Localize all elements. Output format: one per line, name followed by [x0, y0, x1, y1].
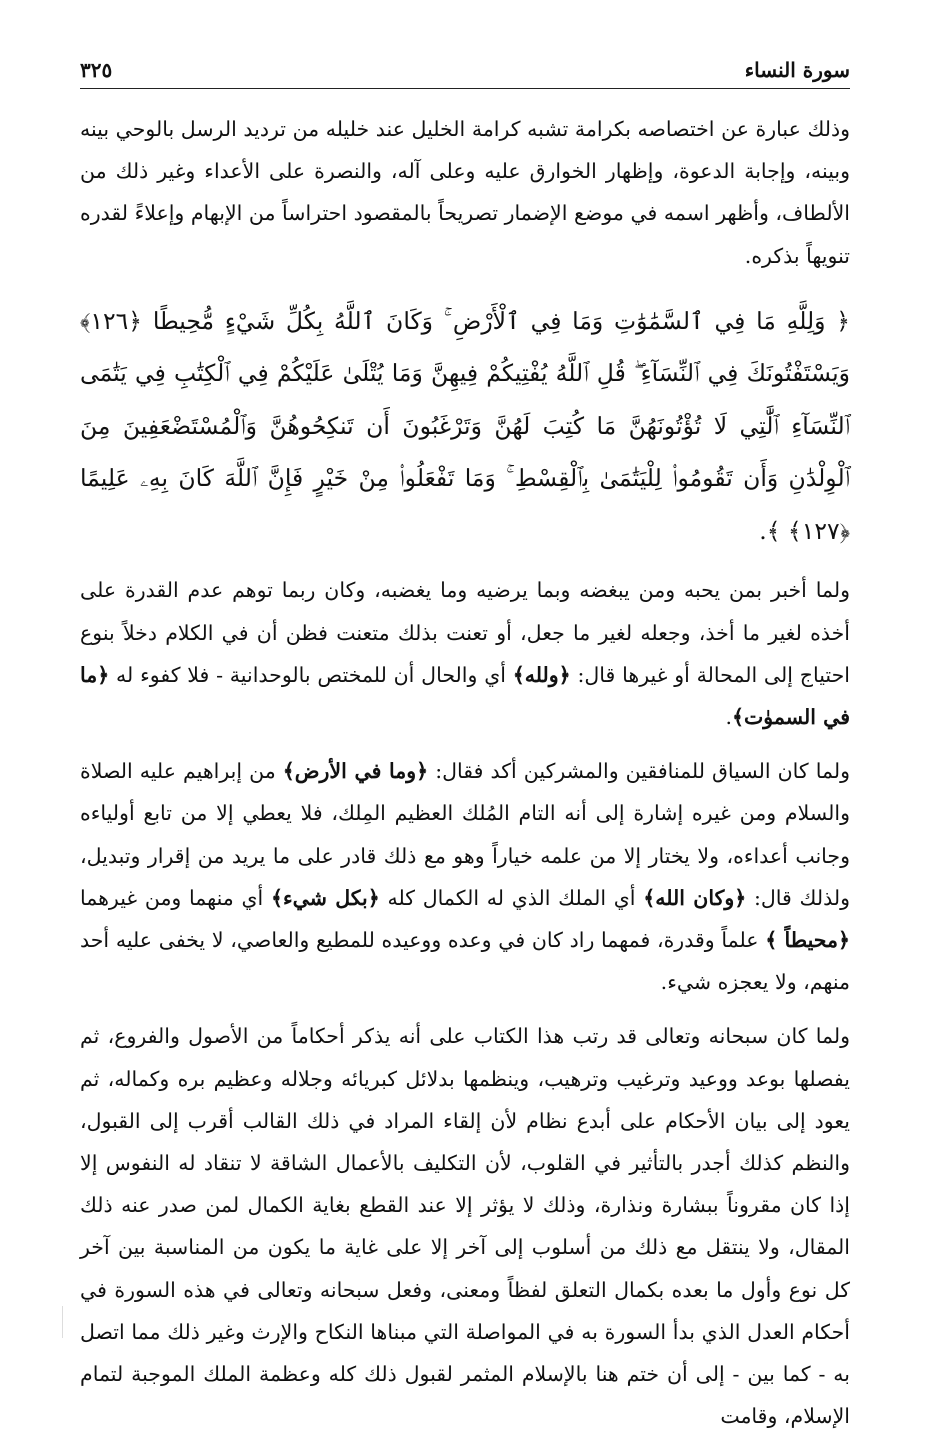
paragraph-3-text-a: ولما كان السياق للمنافقين والمشركين أكد فقال: [428, 759, 850, 784]
paragraph-2-text-a: ولما أخبر بمن يحبه ومن يبغضه وبما يرضيه وما يغضبه، وكان ربما توهم عدم القدرة على أخذه لغير ما أخذ، وجعله لغير ما جعل، أو تعنت بذلك متعنت فظن أن في الكلام دخلاً بنوع احتياج إلى المحالة أو غيرها قال: [80, 578, 850, 687]
surah-title: سورة النساء [744, 58, 850, 82]
paragraph-3-text-d: أي منهما ومن غيرهما [80, 885, 271, 910]
paragraph-2-text-b: أي والحال أن للمختص بالوحدانية - فلا كفوء له [109, 662, 513, 687]
paragraph-3-text-c: أي الملك الذي له الكمال كله [379, 885, 644, 910]
quote-ma-fi-assamawat: ﴿ما في السموٰت﴾ [80, 662, 850, 729]
quote-wa-lillah: ﴿ولله﴾ [512, 662, 571, 687]
quote-muhitan: ﴿محيطاً ﴾ [765, 927, 850, 952]
quote-wa-kana-allah: ﴿وكان الله﴾ [643, 885, 747, 910]
paragraph-2-text-c: . [725, 704, 732, 729]
quote-wa-ma-fil-ard: ﴿وما في الأرض﴾ [282, 759, 429, 784]
paragraph-1: وذلك عبارة عن اختصاصه بكرامة تشبه كرامة الخليل عند خليله من ترديد الرسل بالوحي بينه وبينه، وإجابة الدعوة، وإظهار الخوارق عليه وعلى آله، والنصرة على الأعداء وغير ذلك من الألطاف، وأظهر اسمه في موضع الإضمار تصريحاً بالمقصود احتراساً من الإبهام وإعلاءً لقدره تنويهاً بذكره. [80, 117, 850, 268]
page-header [80, 56, 850, 89]
paragraph-3-text-b: من إبراهيم عليه الصلاة والسلام ومن غيره إشارة إلى أنه التام المُلك العظيم المِلك، فلا يعطي إلا من تابع أولياءه وجانب أعداءه، ولا يختار إلا من علمه خياراً وهو مع ذلك قادر على ما يريد من إقرار وتبديل، ولذلك قال: [80, 759, 850, 910]
paragraph-3-text-e: علماً وقدرة، فمهما راد كان في وعده ووعيده للمطيع والعاصي، لا يخفى عليه أحد منهم، ولا يعجزه شيء. [80, 927, 850, 995]
paragraph-3 [80, 750, 850, 1003]
page-body [80, 108, 850, 1437]
scan-edge-mark [62, 1306, 63, 1338]
quote-bikulli-shay: ﴿بكل شيء﴾ [270, 885, 380, 910]
quran-verses: ﴿ وَلِلَّهِ مَا فِي ٱلسَّمَٰوَٰتِ وَمَا فِي ٱلْأَرْضِ ۚ وَكَانَ ٱللَّهُ بِكُلِّ شَيْءٍ مُّحِيطًا ﴿١٢٦﴾ وَيَسْتَفْتُونَكَ فِي ٱلنِّسَآءِ ۖ قُلِ ٱللَّهُ يُفْتِيكُمْ فِيهِنَّ وَمَا يُتْلَىٰ عَلَيْكُمْ فِي ٱلْكِتَٰبِ فِي يَتَٰمَى ٱلنِّسَآءِ ٱلَّٰتِي لَا تُؤْتُونَهُنَّ مَا كُتِبَ لَهُنَّ وَتَرْغَبُونَ أَن تَنكِحُوهُنَّ وَٱلْمُسْتَضْعَفِينَ مِنَ ٱلْوِلْدَٰنِ وَأَن تَقُومُوا۟ لِلْيَتَٰمَىٰ بِٱلْقِسْطِ ۚ وَمَا تَفْعَلُوا۟ مِنْ خَيْرٍ فَإِنَّ ٱللَّهَ كَانَ بِهِۦ عَلِيمًا ﴿١٢٧﴾ ﴾. [80, 306, 850, 545]
paragraph-2 [80, 569, 850, 738]
page-number: ٣٢٥ [80, 58, 113, 82]
paragraph-4: ولما كان سبحانه وتعالى قد رتب هذا الكتاب على أنه يذكر أحكاماً من الأصول والفروع، ثم يفصلها بوعد ووعيد وترغيب وترهيب، وينظمها بدلائل كبريائه وجلاله وعظيم بره وكماله، ثم يعود إلى بيان الأحكام على أبدع نظام لأن إلقاء المراد في ذلك القالب أقرب إلى القبول، والنظم كذلك أجدر بالتأثير في القلوب، لأن التكليف بالأعمال الشاقة لا تنقاد له النفوس إلا إذا كان مقروناً ببشارة ونذارة، وذلك لا يؤثر إلا عند القطع بغاية الكمال لمن صدر عنه ذلك المقال، ولا ينتقل مع ذلك من أسلوب إلى آخر إلا على غاية ما يكون من المناسبة بين آخر كل نوع وأول ما بعده بكمال التعلق لفظاً ومعنى، وفعل سبحانه وتعالى في هذه السورة في أحكام العدل الذي بدأ السورة به في المواصلة التي مبناها النكاح والإرث وغير ذلك مما اتصل به - كما بين - إلى أن ختم هنا بالإسلام المثمر لقبول ذلك كله وعظمة الملك الموجبة لتمام الإسلام، وقامت [80, 1024, 850, 1429]
